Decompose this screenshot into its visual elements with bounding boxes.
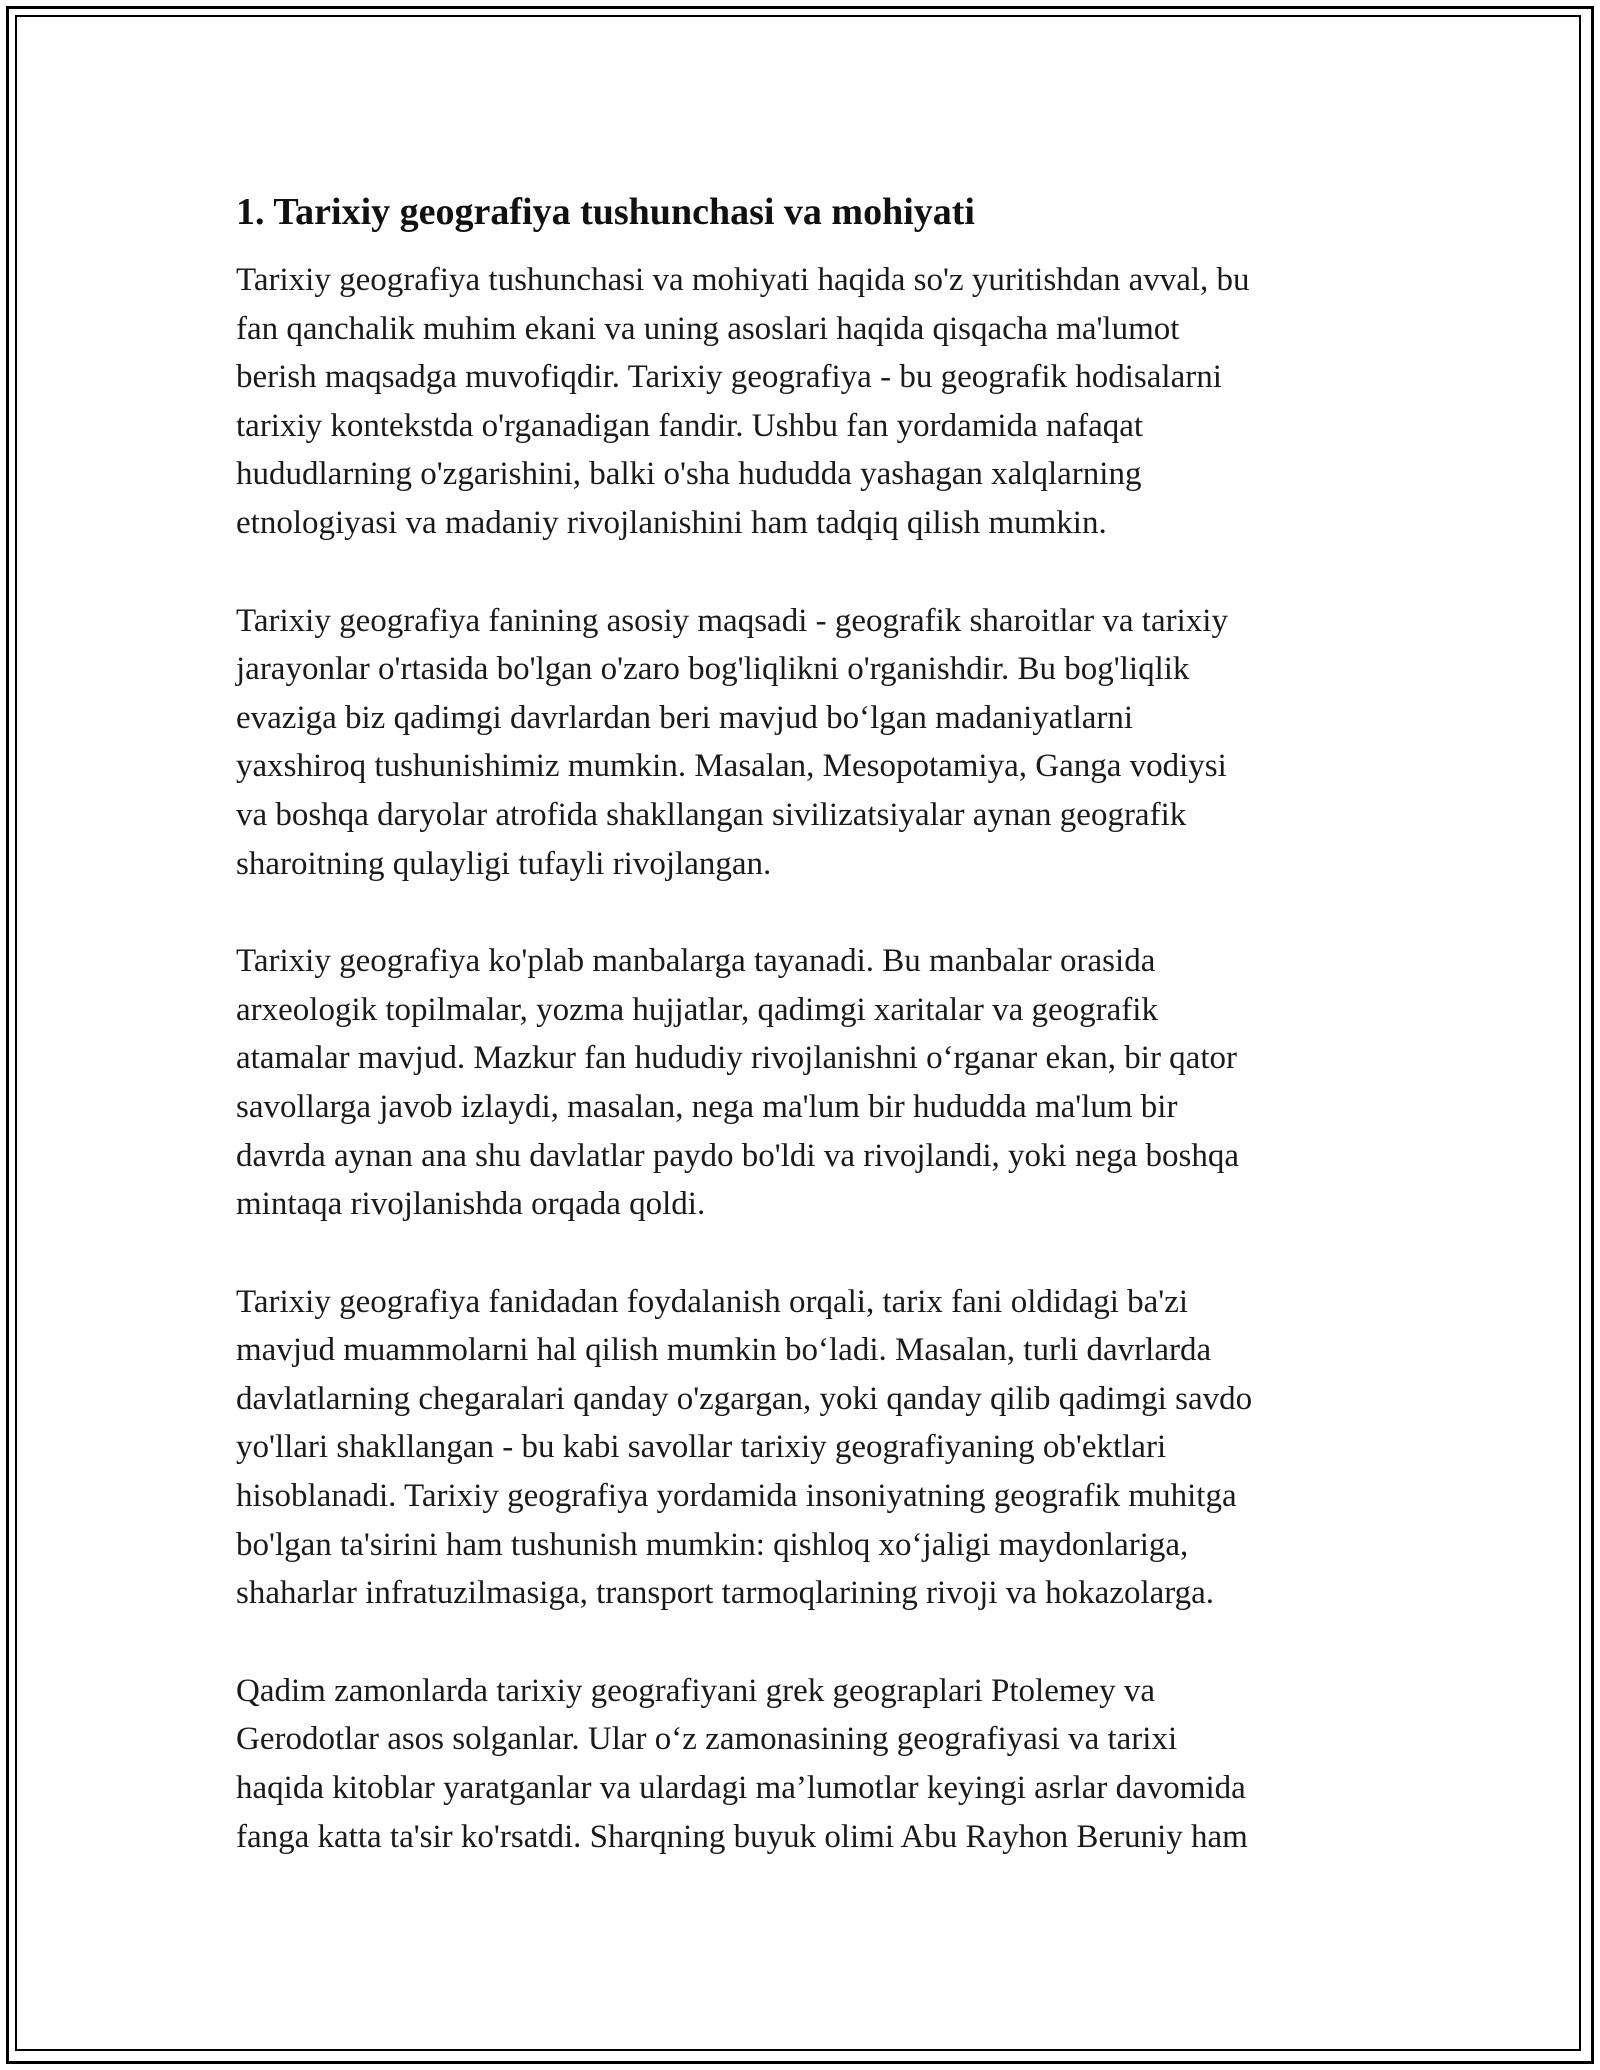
section-heading: 1. Tarixiy geografiya tushunchasi va mohiyati: [236, 191, 975, 233]
paragraph-4: Tarixiy geografiya fanidadan foydalanish orqali, tarix fani oldidagi ba'zi mavjud muammolarni hal qilish mumkin bo‘ladi. Masalan, turli davrlarda davlatlarning chegaralari qanday o'zgargan, yoki qanday qilib qadimgi savdo yo'llari shakllangan - bu kabi savollar tarixiy geografiyaning ob'ektlari hisoblanadi. Tarixiy geografiya yordamida insoniyatning geografik muhitga bo'lgan ta'sirini ham tushunish mumkin: qishloq xo‘jaligi maydonlariga, shaharlar infratuzilmasiga, transport tarmoqlarining rivoji va hokazolarga.: [236, 1283, 1253, 1612]
paragraph-3: Tarixiy geografiya ko'plab manbalarga tayanadi. Bu manbalar orasida arxeologik topilmalar, yozma hujjatlar, qadimgi xaritalar va geografik atamalar mavjud. Mazkur fan hududiy rivojlanishni o‘rganar ekan, bir qator savollarga javob izlaydi, masalan, nega ma'lum bir hududda ma'lum bir davrda aynan ana shu davlatlar paydo bo'ldi va rivojlandi, yoki nega boshqa mintaqa rivojlanishda orqada qoldi.: [236, 943, 1239, 1223]
paragraph-2: Tarixiy geografiya fanining asosiy maqsadi - geografik sharoitlar va tarixiy jarayonlar o'rtasida bo'lgan o'zaro bog'liqlikni o'rganishdir. Bu bog'liqlik evaziga biz qadimgi davrlardan beri mavjud bo‘lgan madaniyatlarni yaxshiroq tushunishimiz mumkin. Masalan, Mesopotamiya, Ganga vodiysi va boshqa daryolar atrofida shakllangan sivilizatsiyalar aynan geografik sharoitning qulayligi tufayli rivojlangan.: [236, 602, 1228, 882]
document-body: [236, 188, 1366, 1910]
paragraph-5: Qadim zamonlarda tarixiy geografiyani grek geograplari Ptolemey va Gerodotlar asos solganlar. Ular o‘z zamonasining geografiyasi va tarixi haqida kitoblar yaratganlar va ulardagi ma’lumotlar keyingi asrlar davomida fanga katta ta'sir ko'rsatdi. Sharqning buyuk olimi Abu Rayhon Beruniy ham: [236, 1672, 1248, 1855]
paragraph-1: Tarixiy geografiya tushunchasi va mohiyati haqida so'z yuritishdan avval, bu fan qanchalik muhim ekani va uning asoslari haqida qisqacha ma'lumot berish maqsadga muvofiqdir. Tarixiy geografiya - bu geografik hodisalarni tarixiy kontekstda o'rganadigan fandir. Ushbu fan yordamida nafaqat hududlarning o'zgarishini, balki o'sha hududda yashagan xalqlarning etnologiyasi va madaniy rivojlanishini ham tadqiq qilish mumkin.: [236, 262, 1250, 541]
